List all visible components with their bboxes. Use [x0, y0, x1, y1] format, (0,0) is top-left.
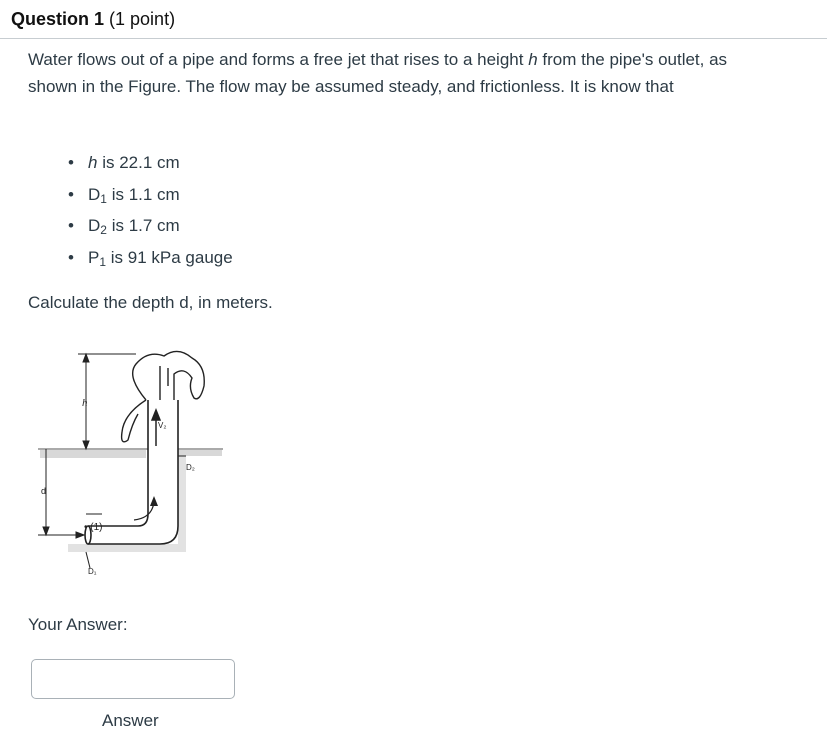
- given-values-list: [68, 147, 233, 273]
- given-d1: • $D_1$ is 1.1 cm: [68, 184, 180, 206]
- question-title: [11, 9, 175, 30]
- question-ask: Calculate the depth d, in meters.: [28, 293, 273, 312]
- given-d2: • $D_2$ is 1.7 cm: [68, 216, 180, 237]
- given-p1: • $P_1$ is 91 kPa gauge: [68, 247, 233, 269]
- question-prompt: Water flows out of a pipe and forms a free jet that rises to a height h from the pipe's outlet, as shown in the Figure. The flow may be assumed steady, and frictionless. It is know that: [28, 50, 728, 96]
- figure-label-v2: V₂: [158, 421, 167, 430]
- question-header: [0, 0, 827, 39]
- figure-label-h: h: [82, 397, 88, 409]
- figure-label-d2: D₂: [186, 463, 195, 472]
- question-body: [28, 46, 788, 634]
- answer-input[interactable]: [31, 659, 235, 699]
- pipe-jet-figure: [28, 336, 238, 576]
- question-number: Question 1: [11, 9, 105, 29]
- figure-label-point1: • (1): [84, 522, 103, 533]
- your-answer-label: Your Answer:: [28, 615, 128, 634]
- answer-caption: Answer: [102, 711, 159, 730]
- question-points: (1 point): [109, 9, 176, 29]
- figure-label-d: d: [41, 486, 47, 496]
- figure-label-d1: D₁: [88, 567, 97, 576]
- given-h: • h is 22.1 cm: [68, 153, 180, 172]
